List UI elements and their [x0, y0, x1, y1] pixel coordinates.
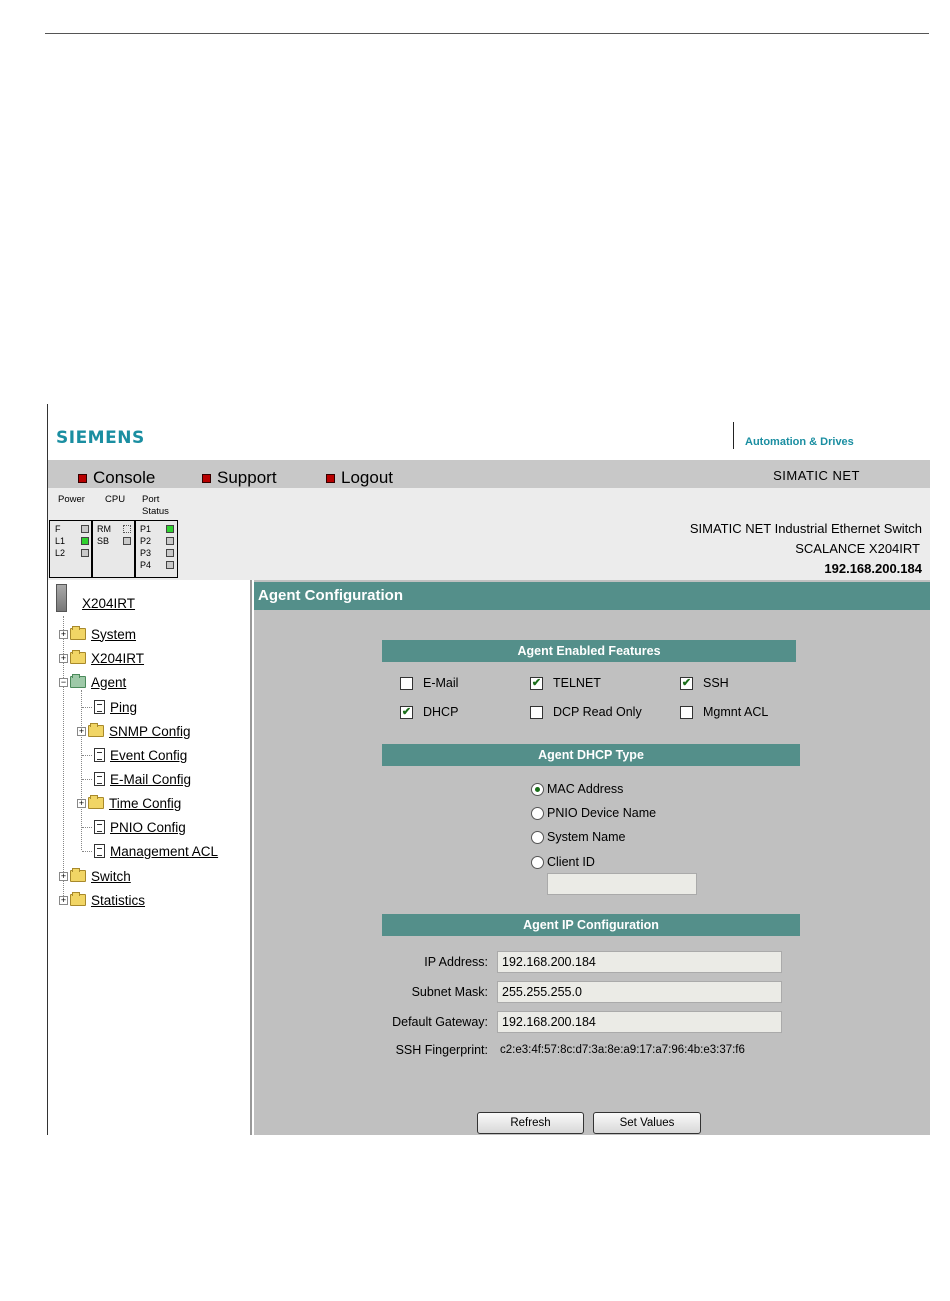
- tree-item-system-label: System: [91, 626, 137, 642]
- header-divider: [733, 422, 734, 449]
- port-led-panel: [135, 520, 178, 578]
- subnet-mask-label: Subnet Mask:: [411, 985, 488, 999]
- subnet-mask-field[interactable]: 255.255.255.0: [497, 981, 782, 1003]
- device-product-line: SIMATIC NET Industrial Ethernet Switch: [689, 521, 922, 536]
- email-checkbox-box[interactable]: [400, 677, 413, 690]
- telnet-checkbox[interactable]: [530, 676, 601, 690]
- console-led-icon: [78, 474, 87, 483]
- collapse-icon[interactable]: −: [60, 676, 67, 687]
- led-label-p3: P3: [140, 548, 152, 558]
- client-id-field[interactable]: [547, 873, 697, 895]
- set-values-button[interactable]: Set Values: [593, 1112, 701, 1134]
- tree-item-email-label: E-Mail Config: [110, 771, 192, 787]
- tree-item-snmp-label: SNMP Config: [109, 723, 191, 739]
- page-icon: [94, 820, 105, 834]
- brand-label: SIMATIC NET: [773, 468, 860, 483]
- tree-root[interactable]: [74, 594, 135, 612]
- system-name-radio-button[interactable]: [531, 831, 544, 844]
- ssh-checkbox-label: SSH: [703, 676, 729, 690]
- power-header: Power: [58, 494, 85, 505]
- tree-connector: [82, 755, 92, 756]
- pnio-device-name-radio-label: PNIO Device Name: [547, 806, 657, 820]
- expand-icon[interactable]: +: [60, 652, 67, 663]
- email-checkbox-label: E-Mail: [423, 676, 459, 690]
- system-name-radio[interactable]: [531, 830, 626, 844]
- mgmt-acl-checkbox-box[interactable]: [680, 706, 693, 719]
- led-l1-icon: [81, 537, 89, 545]
- led-label-l1: L1: [55, 536, 66, 546]
- console-menu-item[interactable]: [78, 468, 155, 488]
- cpu-header: CPU: [105, 494, 126, 505]
- tree-root-label: X204IRT: [82, 595, 136, 611]
- tree-connector: [82, 851, 92, 852]
- ssh-fingerprint-label: SSH Fingerprint:: [395, 1043, 488, 1057]
- client-id-radio-button[interactable]: [531, 856, 544, 869]
- dcp-readonly-checkbox-box[interactable]: [530, 706, 543, 719]
- folder-open-icon: [70, 676, 86, 688]
- tree-item-pnio[interactable]: [82, 818, 186, 836]
- tree-item-event[interactable]: [82, 746, 187, 764]
- led-sb-icon: [123, 537, 131, 545]
- telnet-checkbox-box[interactable]: ✔: [531, 676, 542, 689]
- tree-item-switch[interactable]: [59, 867, 131, 885]
- led-label-l2: L2: [55, 548, 66, 558]
- folder-icon: [88, 725, 104, 737]
- mac-address-radio-button[interactable]: [531, 783, 544, 796]
- led-p1-icon: [166, 525, 174, 533]
- client-id-radio[interactable]: [531, 855, 595, 869]
- ssh-fingerprint-value: c2:e3:4f:57:8c:d7:3a:8e:a9:17:a7:96:4b:e3:37:f6: [500, 1044, 745, 1056]
- ip-address-field[interactable]: 192.168.200.184: [497, 951, 782, 973]
- page-top-rule: [45, 33, 929, 34]
- led-label-f: F: [55, 524, 61, 534]
- expand-icon[interactable]: +: [60, 870, 67, 881]
- led-label-p1: P1: [140, 524, 152, 534]
- device-ip: 192.168.200.184: [824, 561, 922, 576]
- page-header: [48, 404, 930, 460]
- led-label-sb: SB: [97, 536, 110, 546]
- tree-item-x204irt-label: X204IRT: [91, 650, 145, 666]
- switch-device-icon: [56, 584, 67, 612]
- dhcp-type-section-header: Agent DHCP Type: [382, 744, 800, 766]
- browser-frame: [47, 404, 929, 1135]
- tree-connector: [82, 827, 92, 828]
- power-led-panel: [49, 520, 92, 578]
- ip-address-label: IP Address:: [424, 955, 488, 969]
- device-model: SCALANCE X204IRT: [795, 541, 920, 556]
- default-gateway-field[interactable]: 192.168.200.184: [497, 1011, 782, 1033]
- led-p3-icon: [166, 549, 174, 557]
- support-label: Support: [217, 468, 277, 487]
- led-label-p2: P2: [140, 536, 152, 546]
- led-label-rm: RM: [97, 524, 111, 534]
- led-f-icon: [81, 525, 89, 533]
- cpu-led-panel: [92, 520, 135, 578]
- email-checkbox[interactable]: [400, 676, 458, 690]
- console-label: Console: [93, 468, 156, 487]
- tree-item-statistics-label: Statistics: [91, 892, 146, 908]
- support-menu-item[interactable]: [202, 468, 277, 488]
- tree-item-x204irt[interactable]: [59, 649, 144, 667]
- tree-item-ping-label: Ping: [110, 699, 138, 715]
- led-label-p4: P4: [140, 560, 152, 570]
- led-p4-icon: [166, 561, 174, 569]
- dhcp-checkbox-box[interactable]: ✔: [401, 705, 412, 718]
- telnet-checkbox-label: TELNET: [553, 676, 601, 690]
- tree-item-snmp[interactable]: [77, 722, 191, 740]
- port-header-line2: Status: [142, 506, 169, 517]
- division-label: Automation & Drives: [745, 436, 854, 448]
- refresh-button[interactable]: Refresh: [477, 1112, 584, 1134]
- tree-item-email[interactable]: [82, 770, 191, 788]
- tree-item-mgmt-acl-label: Management ACL: [110, 843, 219, 859]
- top-menu-bar: [48, 460, 930, 488]
- tree-item-pnio-label: PNIO Config: [110, 819, 186, 835]
- page-icon: [94, 700, 105, 714]
- led-p2-icon: [166, 537, 174, 545]
- logout-menu-item[interactable]: [326, 468, 393, 488]
- mgmt-acl-checkbox[interactable]: [680, 705, 768, 719]
- status-area: [48, 488, 930, 580]
- tree-item-event-label: Event Config: [110, 747, 188, 763]
- dcp-readonly-checkbox-label: DCP Read Only: [553, 705, 642, 719]
- expand-icon[interactable]: +: [60, 628, 67, 639]
- folder-icon: [70, 628, 86, 640]
- tree-item-agent-label: Agent: [91, 674, 127, 690]
- expand-icon[interactable]: +: [60, 894, 67, 905]
- folder-icon: [70, 870, 86, 882]
- dcp-readonly-checkbox[interactable]: [530, 705, 642, 719]
- support-led-icon: [202, 474, 211, 483]
- mac-address-radio[interactable]: [531, 782, 623, 796]
- folder-icon: [70, 894, 86, 906]
- ssh-checkbox-box[interactable]: ✔: [681, 676, 692, 689]
- tree-item-statistics[interactable]: [59, 891, 145, 909]
- content-pane: [254, 580, 930, 1135]
- ssh-checkbox[interactable]: [680, 676, 729, 690]
- client-id-radio-label: Client ID: [547, 855, 595, 869]
- folder-icon: [70, 652, 86, 664]
- page-icon: [94, 772, 105, 786]
- expand-icon[interactable]: +: [78, 797, 85, 808]
- page-icon: [94, 748, 105, 762]
- dhcp-checkbox-label: DHCP: [423, 705, 459, 719]
- mac-address-radio-label: MAC Address: [547, 782, 624, 796]
- port-header-line1: Port: [142, 494, 160, 505]
- led-l2-icon: [81, 549, 89, 557]
- features-section-header: Agent Enabled Features: [382, 640, 796, 662]
- logout-led-icon: [326, 474, 335, 483]
- tree-item-switch-label: Switch: [91, 868, 131, 884]
- tree-item-time-label: Time Config: [109, 795, 182, 811]
- folder-icon: [88, 797, 104, 809]
- expand-icon[interactable]: +: [78, 725, 85, 736]
- tree-item-agent[interactable]: [59, 673, 126, 691]
- tree-connector: [82, 779, 92, 780]
- tree-connector: [82, 707, 92, 708]
- tree-item-system[interactable]: [59, 625, 136, 643]
- page-title: Agent Configuration: [254, 582, 930, 610]
- logout-label: Logout: [341, 468, 393, 487]
- navigation-tree: [48, 580, 252, 1135]
- siemens-logo: SIEMENS: [56, 428, 145, 448]
- tree-item-mgmt-acl[interactable]: [82, 842, 218, 860]
- page-icon: [94, 844, 105, 858]
- system-name-radio-label: System Name: [547, 830, 626, 844]
- tree-item-time[interactable]: [77, 794, 181, 812]
- pnio-device-name-radio[interactable]: [531, 806, 656, 820]
- dhcp-checkbox[interactable]: [400, 705, 458, 719]
- pnio-device-name-radio-button[interactable]: [531, 807, 544, 820]
- tree-item-ping[interactable]: [82, 698, 137, 716]
- led-rm-icon: [123, 525, 131, 533]
- ip-config-section-header: Agent IP Configuration: [382, 914, 800, 936]
- mgmt-acl-checkbox-label: Mgmnt ACL: [703, 705, 769, 719]
- default-gateway-label: Default Gateway:: [392, 1015, 488, 1029]
